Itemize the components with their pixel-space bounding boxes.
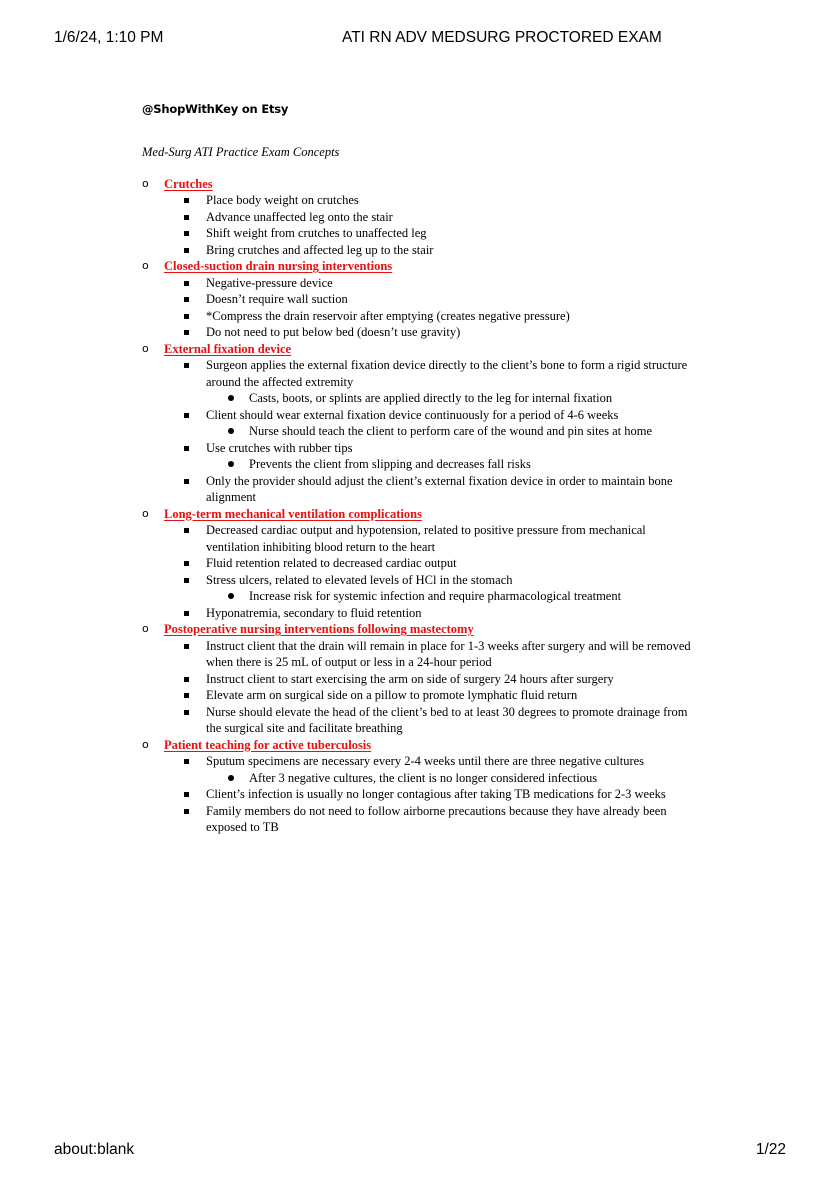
list-item-text: Instruct client that the drain will remain in place for 1-3 weeks after surgery and will be removed when there is 25 mL of output or less in a 24-hour period xyxy=(206,638,691,669)
list-item-text: Client’s infection is usually no longer contagious after taking TB medications for 2-3 weeks xyxy=(206,787,666,801)
list-item-text: Bring crutches and affected leg up to the stair xyxy=(206,242,434,257)
section-heading: Closed-suction drain nursing interventions xyxy=(164,259,393,273)
list-item xyxy=(206,687,702,704)
square-bullet-icon xyxy=(184,198,189,203)
subitem-list xyxy=(206,390,702,407)
square-bullet-icon xyxy=(184,809,189,814)
section xyxy=(142,737,702,836)
subitem-list xyxy=(206,456,702,473)
section-bullet-marker: o xyxy=(142,259,149,272)
item-list xyxy=(164,753,702,836)
sub-list-item xyxy=(249,390,702,407)
square-bullet-icon xyxy=(184,792,189,797)
item-list xyxy=(164,357,702,506)
square-bullet-icon xyxy=(184,281,189,286)
list-item xyxy=(206,275,702,292)
list-item-text: Family members do not need to follow airborne precautions because they have already been exposed to TB xyxy=(206,803,667,834)
list-item-text: Sputum specimens are necessary every 2-4 weeks until there are three negative cultures xyxy=(206,754,645,768)
document-subtitle: Med-Surg ATI Practice Exam Concepts xyxy=(142,145,340,159)
list-item xyxy=(206,324,702,341)
square-bullet-icon xyxy=(184,644,189,649)
item-list xyxy=(164,522,702,621)
list-item xyxy=(206,522,702,555)
sub-list-item xyxy=(249,456,702,473)
square-bullet-icon xyxy=(184,693,189,698)
document-body xyxy=(142,101,702,836)
square-bullet-icon xyxy=(184,611,189,616)
square-bullet-icon xyxy=(184,215,189,220)
sub-list-item-text: Casts, boots, or splints are applied directly to the leg for internal fixation xyxy=(249,391,613,405)
square-bullet-icon xyxy=(184,710,189,715)
list-item-text: Elevate arm on surgical side on a pillow to promote lymphatic fluid return xyxy=(206,688,578,702)
square-bullet-icon xyxy=(184,578,189,583)
print-footer-url: about:blank xyxy=(54,1141,135,1158)
list-item-text: Client should wear external fixation device continuously for a period of 4-6 weeks xyxy=(206,407,619,422)
list-item xyxy=(206,753,702,786)
square-bullet-icon xyxy=(184,314,189,319)
section-heading: Patient teaching for active tuberculosis xyxy=(164,737,372,752)
print-footer xyxy=(54,1141,786,1163)
list-item-text: Negative-pressure device xyxy=(206,275,333,290)
sub-list-item-text: Increase risk for systemic infection and require pharmacological treatment xyxy=(249,589,622,603)
list-item-text: Only the provider should adjust the client’s external fixation device in order to maintain bone alignment xyxy=(206,473,673,504)
square-bullet-icon xyxy=(184,231,189,236)
item-list xyxy=(164,638,702,737)
print-header-datetime: 1/6/24, 1:10 PM xyxy=(54,29,164,46)
list-item xyxy=(206,357,702,407)
list-item xyxy=(206,291,702,308)
section-heading: Long-term mechanical ventilation complications xyxy=(164,506,422,521)
print-footer-page-number: 1/22 xyxy=(755,1141,786,1158)
square-bullet-icon xyxy=(184,677,189,682)
square-bullet-icon xyxy=(184,297,189,302)
square-bullet-icon xyxy=(184,479,189,484)
round-bullet-icon xyxy=(228,428,234,434)
square-bullet-icon xyxy=(184,413,189,418)
round-bullet-icon xyxy=(228,461,234,467)
list-item xyxy=(206,225,702,242)
section-bullet-marker: o xyxy=(142,506,149,520)
section xyxy=(142,621,702,737)
sub-list-item-text: After 3 negative cultures, the client is no longer considered infectious xyxy=(249,770,598,785)
list-item-text: Advance unaffected leg onto the stair xyxy=(206,209,393,224)
list-item-text: Place body weight on crutches xyxy=(206,193,359,207)
list-item-text: Use crutches with rubber tips xyxy=(206,440,353,455)
sub-list-item-text: Nurse should teach the client to perform care of the wound and pin sites at home xyxy=(249,424,653,438)
square-bullet-icon xyxy=(184,446,189,451)
list-item-text: Shift weight from crutches to unaffected leg xyxy=(206,226,427,240)
list-item xyxy=(206,671,702,688)
list-item xyxy=(206,407,702,440)
list-item xyxy=(206,638,702,671)
list-item xyxy=(206,704,702,737)
section xyxy=(142,506,702,622)
square-bullet-icon xyxy=(184,248,189,253)
section xyxy=(142,258,702,341)
section-bullet-marker: o xyxy=(142,737,149,751)
square-bullet-icon xyxy=(184,528,189,533)
list-item-text: Surgeon applies the external fixation device directly to the client’s bone to form a rigid structure around the affected extremity xyxy=(206,358,688,389)
list-item xyxy=(206,242,702,259)
sub-list-item xyxy=(249,770,702,787)
section-heading: Postoperative nursing interventions following mastectomy xyxy=(164,622,474,636)
section-heading: Crutches xyxy=(164,176,213,191)
section-bullet-marker: o xyxy=(142,341,149,355)
subitem-list xyxy=(206,423,702,440)
list-item-text: Decreased cardiac output and hypotension, related to positive pressure from mechanical ventilation inhibiting blood return to the heart xyxy=(206,523,646,554)
list-item xyxy=(206,786,702,803)
sub-list-item xyxy=(249,588,702,605)
list-item-text: Nurse should elevate the head of the client’s bed to at least 30 degrees to promote drainage from the surgical site and facilitate breathing xyxy=(206,704,688,735)
round-bullet-icon xyxy=(228,775,234,781)
list-item-text: Instruct client to start exercising the arm on side of surgery 24 hours after surgery xyxy=(206,671,614,686)
sub-list-item xyxy=(249,423,702,440)
round-bullet-icon xyxy=(228,395,234,401)
list-item xyxy=(206,209,702,226)
list-item xyxy=(206,440,702,473)
section-bullet-marker: o xyxy=(142,622,149,635)
print-header xyxy=(54,29,786,51)
subitem-list xyxy=(206,588,702,605)
section-list xyxy=(142,176,702,836)
list-item-text: Do not need to put below bed (doesn’t use gravity) xyxy=(206,325,461,339)
subitem-list xyxy=(206,770,702,787)
square-bullet-icon xyxy=(184,759,189,764)
item-list xyxy=(164,192,702,258)
sub-list-item-text: Prevents the client from slipping and decreases fall risks xyxy=(249,457,531,471)
section-heading: External fixation device xyxy=(164,341,292,356)
list-item-text: Stress ulcers, related to elevated levels of HCl in the stomach xyxy=(206,572,513,587)
list-item xyxy=(206,803,702,836)
square-bullet-icon xyxy=(184,363,189,368)
list-item-text: Doesn’t require wall suction xyxy=(206,292,348,306)
list-item xyxy=(206,572,702,605)
list-item xyxy=(206,555,702,572)
square-bullet-icon xyxy=(184,330,189,335)
list-item xyxy=(206,605,702,622)
section xyxy=(142,341,702,506)
round-bullet-icon xyxy=(228,593,234,599)
watermark-text: @ShopWithKey on Etsy xyxy=(142,102,289,116)
list-item xyxy=(206,192,702,209)
section-bullet-marker: o xyxy=(142,176,149,190)
square-bullet-icon xyxy=(184,561,189,566)
section xyxy=(142,176,702,259)
item-list xyxy=(164,275,702,341)
list-item-text: Fluid retention related to decreased cardiac output xyxy=(206,556,457,570)
print-header-title: ATI RN ADV MEDSURG PROCTORED EXAM xyxy=(342,29,662,46)
list-item-text: *Compress the drain reservoir after emptying (creates negative pressure) xyxy=(206,308,570,323)
list-item xyxy=(206,308,702,325)
list-item-text: Hyponatremia, secondary to fluid retention xyxy=(206,605,422,620)
list-item xyxy=(206,473,702,506)
